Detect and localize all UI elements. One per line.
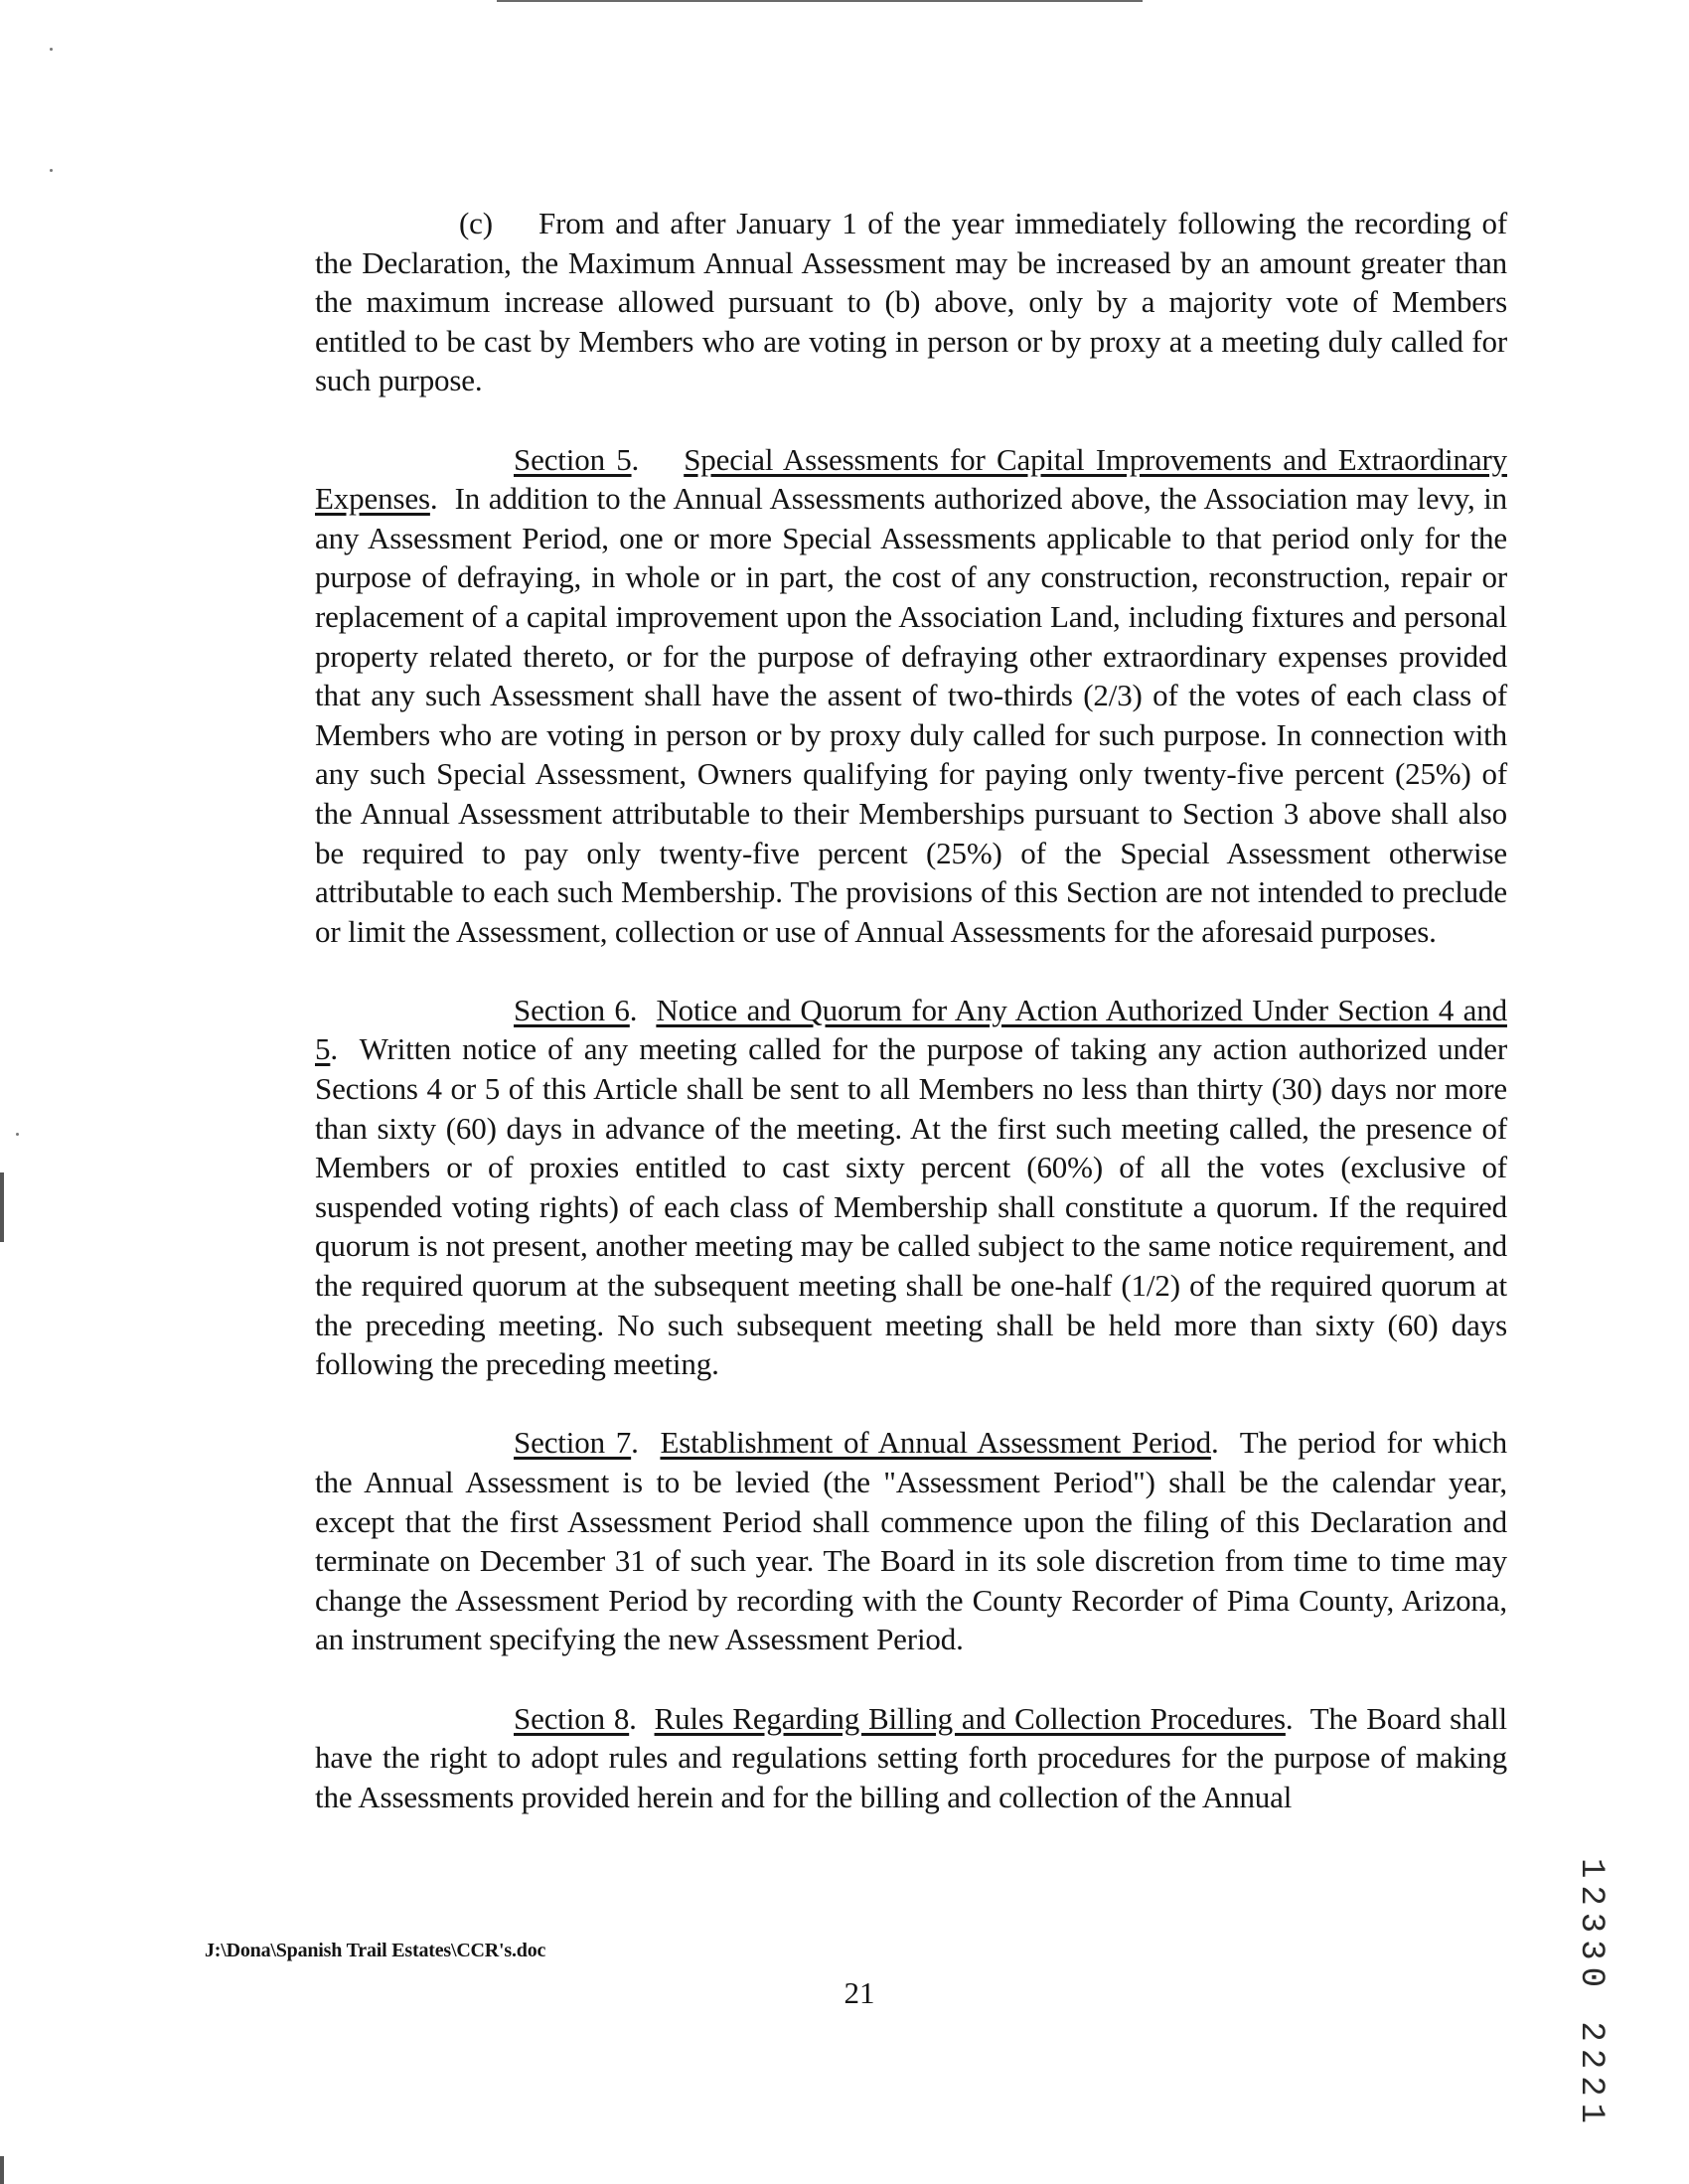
footer-file-path: J:\Dona\Spanish Trail Estates\CCR's.doc bbox=[205, 1940, 546, 1961]
document-body bbox=[315, 204, 1507, 1856]
section-5-title: Special Assessments for Capital Improvements and Extraordinary Expenses bbox=[315, 441, 1507, 517]
section-8-text: The Board shall have the right to adopt rules and regulations setting forth procedures for the purpose of making the Assessments provided herein and for the billing and collection of the Annual bbox=[315, 1700, 1507, 1814]
section-5: Section 5. Special Assessments for Capital Improvements and Extraordinary Expenses. In addition to the Annual Assessments authorized above, the Association may levy, in any Assessment Period, one or more Special Assessments applicable to that period only for the purpose of defraying, in whole or in part, the cost of any construction, reconstruction, repair or replacement of a capital improvement upon the Association Land, including fixtures and personal property related thereto, or for the purpose of defraying other extraordinary expenses provided that any such Assessment shall have the assent of two-thirds (2/3) of the votes of each class of Members who are voting in person or by proxy duly called for such purpose. In connection with any such Special Assessment, Owners qualifying for paying only twenty-five percent (25%) of the Annual Assessment attributable to their Memberships pursuant to Section 3 above shall also be required to pay only twenty-five percent (25%) of the Special Assessment otherwise attributable to each such Membership. The provisions of this Section are not intended to preclude or limit the Assessment, collection or use of Annual Assessments for the aforesaid purposes. bbox=[315, 441, 1507, 949]
section-7-number: Section 7 bbox=[514, 1425, 632, 1461]
section-6-title: Notice and Quorum for Any Action Authorized Under Section 4 and 5 bbox=[315, 992, 1507, 1067]
subsection-c-text: From and after January 1 of the year immediately following the recording of the Declaration, the Maximum Annual Assessment may be increased by an amount greater than the maximum increase allowed pursuant to (b) above, only by a majority vote of Members entitled to be cast by Members who are voting in person or by proxy at a meeting duly called for such purpose. bbox=[315, 206, 1507, 398]
section-7-title: Establishment of Annual Assessment Period bbox=[660, 1425, 1211, 1461]
scan-top-rule bbox=[497, 0, 1143, 2]
subsection-c bbox=[315, 204, 1507, 400]
section-7: Section 7. Establishment of Annual Assessment Period. The period for which the Annual Assessment is to be levied (the "Assessment Period") shall be the calendar year, except that the first Assessment Period shall commence upon the filing of this Declaration and terminate on December 31 of such year. The Board in its sole discretion from time to time may change the Assessment Period by recording with the County Recorder of Pima County, Arizona, an instrument specifying the new Assessment Period. bbox=[315, 1425, 1508, 1657]
section-6-text: Written notice of any meeting called for the purpose of taking any action authorized under Sections 4 or 5 of this Article shall be sent to all Members no less than thirty (30) days nor more than sixty (60) days in advance of the meeting. At the first such meeting called, the presence of Members or of proxies entitled to cast sixty percent (60%) of all the votes (exclusive of suspended voting rights) of each class of Membership shall constitute a quorum. If the required quorum is not present, another meeting may be called subject to the same notice requirement, and the required quorum at the subsequent meeting shall be one-half (1/2) of the required quorum at the preceding meeting. No such subsequent meeting shall be held more than sixty (60) days following the preceding meeting. bbox=[315, 1031, 1507, 1382]
section-5-number: Section 5 bbox=[514, 441, 632, 477]
scan-edge-mark bbox=[0, 1172, 4, 1242]
section-7-text: The period for which the Annual Assessment is to be levied (the "Assessment Period") shall be the calendar year, except that the first Assessment Period shall commence upon the filing of this Declaration and terminate on December 31 of such year. The Board in its sole discretion from time to time may change the Assessment Period by recording with the County Recorder of Pima County, Arizona, an instrument specifying the new Assessment Period. bbox=[315, 1425, 1508, 1657]
section-8-number: Section 8 bbox=[514, 1700, 630, 1736]
section-8-title: Rules Regarding Billing and Collection Procedures bbox=[654, 1700, 1286, 1736]
section-5-text: In addition to the Annual Assessments authorized above, the Association may levy, in any Assessment Period, one or more Special Assessments applicable to that period only for the purpose of defraying, in whole or in part, the cost of any construction, reconstruction, repair or replacement of a capital improvement upon the Association Land, including fixtures and personal property related thereto, or for the purpose of defraying other extraordinary expenses provided that any such Assessment shall have the assent of two-thirds (2/3) of the votes of each class of Members who are voting in person or by proxy duly called for such purpose. In connection with any such Special Assessment, Owners qualifying for paying only twenty-five percent (25%) of the Annual Assessment attributable to their Memberships pursuant to Section 3 above shall also be required to pay only twenty-five percent (25%) of the Special Assessment otherwise attributable to each such Membership. The provisions of this Section are not intended to preclude or limit the Assessment, collection or use of Annual Assessments for the aforesaid purposes. bbox=[315, 481, 1507, 949]
section-8: Section 8. Rules Regarding Billing and Collection Procedures. The Board shall have the right to adopt rules and regulations setting forth procedures for the purpose of making the Assessments provided herein and for the billing and collection of the Annual bbox=[315, 1700, 1507, 1814]
scan-speck bbox=[16, 1133, 19, 1136]
section-6: Section 6. Notice and Quorum for Any Action Authorized Under Section 4 and 5. Written notice of any meeting called for the purpose of taking any action authorized under Sections 4 or 5 of this Article shall be sent to all Members no less than thirty (30) days nor more than sixty (60) days in advance of the meeting. At the first such meeting called, the presence of Members or of proxies entitled to cast sixty percent (60%) of all the votes (exclusive of suspended voting rights) of each class of Membership shall constitute a quorum. If the required quorum is not present, another meeting may be called subject to the same notice requirement, and the required quorum at the subsequent meeting shall be one-half (1/2) of the required quorum at the preceding meeting. No such subsequent meeting shall be held more than sixty (60) days following the preceding meeting. bbox=[315, 992, 1507, 1382]
scan-speck bbox=[50, 169, 53, 172]
page-number: 21 bbox=[844, 1975, 875, 2010]
subsection-c-label: (c) bbox=[459, 206, 493, 240]
section-6-number: Section 6 bbox=[514, 992, 630, 1027]
recording-docket-stamp: 12330 2221 bbox=[1572, 1858, 1610, 2131]
scan-edge-mark bbox=[0, 2156, 4, 2184]
scan-speck bbox=[50, 48, 53, 51]
